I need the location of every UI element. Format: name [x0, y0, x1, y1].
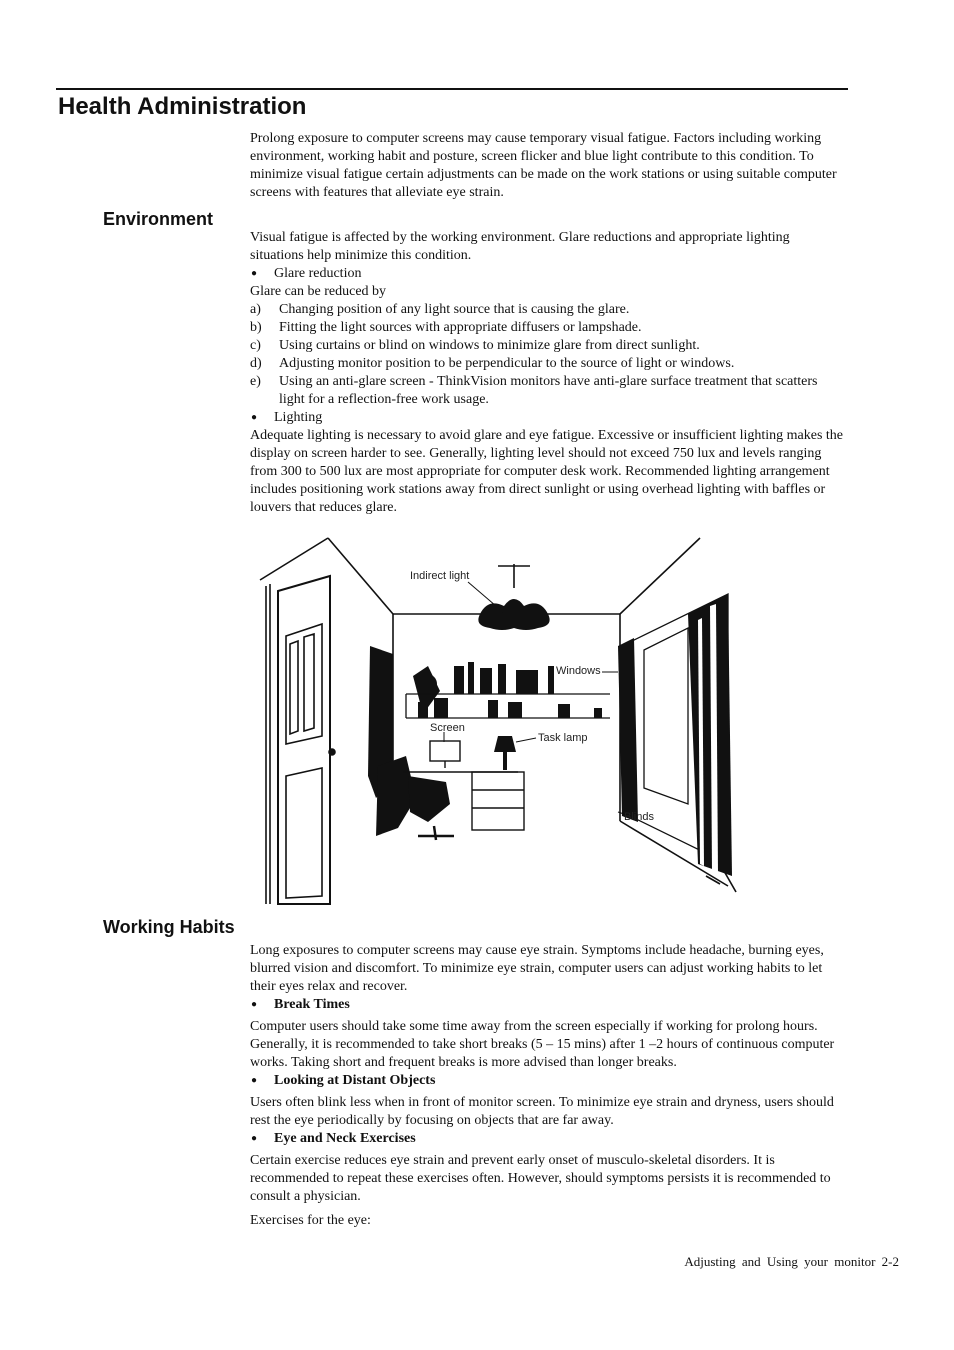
bullet-label: Looking at Distant Objects	[274, 1073, 436, 1088]
glare-item-key: c)	[250, 338, 261, 353]
label-task-lamp: Task lamp	[538, 732, 588, 744]
bullet-icon: ●	[251, 412, 258, 423]
exercises-eye-lead: Exercises for the eye:	[250, 1213, 371, 1228]
bullet-label: Glare reduction	[274, 266, 362, 281]
glare-item-text: Changing position of any light source that is causing the glare.	[279, 302, 630, 317]
distant-objects-text: Users often blink less when in front of monitor screen. To minimize eye strain and dryness, users should rest the eye periodically by focusing on objects that are far away.	[250, 1095, 834, 1128]
glare-item-text: Using an anti-glare screen - ThinkVision monitors have anti-glare surface treatment that scatters light for a reflection-free work usage.	[279, 374, 818, 407]
page-title: Health Administration	[58, 93, 307, 120]
environment-section	[250, 229, 846, 517]
monitor	[430, 741, 460, 761]
glare-item	[250, 337, 846, 355]
ceiling-edge-right	[620, 538, 700, 614]
glare-item	[250, 355, 846, 373]
ceiling-edge-left	[328, 538, 393, 614]
bullet-break-times	[250, 996, 846, 1014]
office-lighting-illustration	[258, 536, 748, 906]
glare-lead: Glare can be reduced by	[250, 284, 387, 299]
bullet-icon: ●	[251, 1133, 258, 1144]
label-windows: Windows	[556, 665, 601, 677]
header-rule	[56, 88, 848, 90]
ceiling-lamp	[478, 599, 549, 630]
bullet-lighting	[250, 409, 846, 427]
label-indirect-light: Indirect light	[410, 570, 470, 582]
curtain-left	[618, 638, 638, 822]
bullet-icon: ●	[251, 1075, 258, 1086]
exercises-text: Certain exercise reduces eye strain and prevent early onset of musculo-skeletal disorders. It is recommended to repeat these exercises often. However, should symptoms persists it is recommended to consult a physician.	[250, 1153, 831, 1204]
curtain-right	[688, 594, 732, 876]
glare-item-text: Fitting the light sources with appropriate diffusers or lampshade.	[279, 320, 642, 335]
bullet-eye-neck-exercises	[250, 1130, 846, 1148]
working-habits-intro: Long exposures to computer screens may cause eye strain. Symptoms include headache, burning eyes, blurred vision and discomfort. To minimize eye strain, computer users can adjust working habits to let their eyes relax and recover.	[250, 943, 824, 994]
bullet-label: Eye and Neck Exercises	[274, 1131, 416, 1146]
glare-item	[250, 319, 846, 337]
bullet-distant-objects	[250, 1072, 846, 1090]
door-panel-lower	[286, 768, 322, 898]
desk-chair	[408, 776, 450, 822]
intro-paragraph	[250, 130, 846, 202]
glare-item-text: Adjusting monitor position to be perpendicular to the source of light or windows.	[279, 356, 735, 371]
glare-item-key: b)	[250, 320, 262, 335]
glare-item-key: d)	[250, 356, 262, 371]
bullet-label: Lighting	[274, 410, 323, 425]
glare-item	[250, 373, 846, 409]
page-footer: Adjusting and Using your monitor 2-2	[684, 1254, 899, 1269]
bullet-label: Break Times	[274, 997, 350, 1012]
bullet-icon: ●	[251, 268, 258, 279]
environment-intro: Visual fatigue is affected by the working environment. Glare reductions and appropriate lighting situations help minimize this condition.	[250, 230, 790, 263]
working-habits-heading: Working Habits	[103, 917, 235, 937]
bullet-icon: ●	[251, 999, 258, 1010]
task-lamp-shade	[494, 736, 516, 752]
lighting-text: Adequate lighting is necessary to avoid glare and eye fatigue. Excessive or insufficient lighting makes the display on screen harder to see. Generally, lighting level should not exceed 750 lux and levels ranging from 300 to 500 lux are most appropriate for computer desk work. Recommended lighting arrangement includes positioning work stations away from direct sunlight or using overhead lighting with baffles or louvers that reduces glare.	[250, 428, 844, 515]
desk-drawers	[472, 772, 524, 830]
working-habits-section	[250, 942, 846, 1230]
glare-item	[250, 301, 846, 319]
glare-item-key: e)	[250, 374, 261, 389]
glare-item-key: a)	[250, 302, 261, 317]
intro-text: Prolong exposure to computer screens may cause temporary visual fatigue. Factors including working environment, working habit and posture, screen flicker and blue light contribute to this condition. To minimize visual fatigue certain adjustments can be made on the work stations or using suitable computer screens with features that alleviate eye strain.	[250, 131, 837, 200]
label-screen: Screen	[430, 722, 465, 734]
bullet-glare-reduction	[250, 265, 846, 283]
glare-item-text: Using curtains or blind on windows to minimize glare from direct sunlight.	[279, 338, 700, 353]
break-times-text: Computer users should take some time away from the screen especially if working for prolong hours. Generally, it is recommended to take short breaks (5 – 15 mins) after 1 –2 hours of continuous computer works. Taking short and frequent breaks is more advised than longer breaks.	[250, 1019, 835, 1070]
label-blinds: Blinds	[624, 811, 654, 823]
environment-heading: Environment	[103, 209, 214, 229]
